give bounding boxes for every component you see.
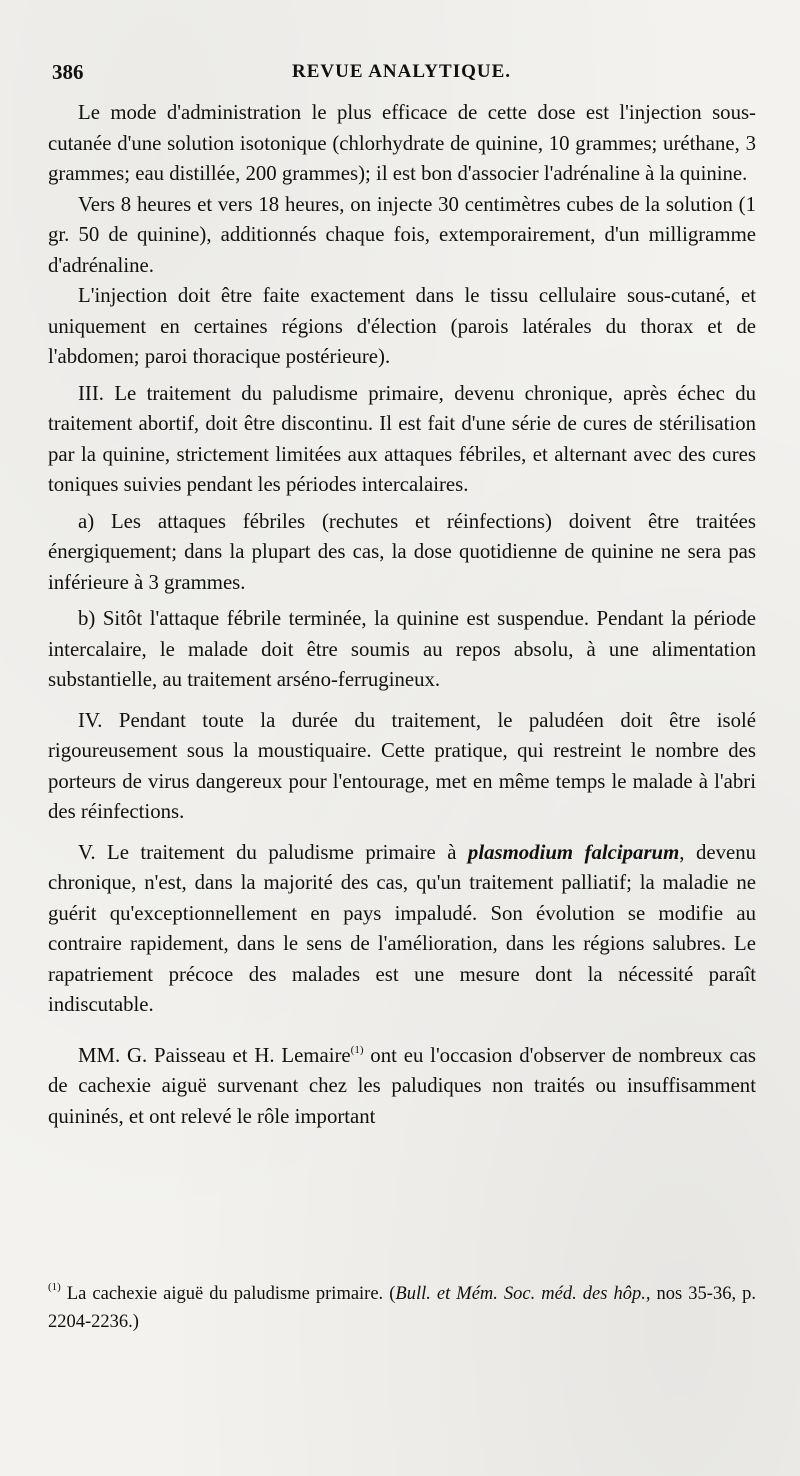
- page-header: [52, 60, 752, 86]
- section-v-rest: , devenu chronique, n'est, dans la majorité des cas, qu'un traitement palliatif; la maladie ne guérit qu'exceptionnellement en pays impaludé. Son évolution se modifie au contraire rapidement, dans le sens de l'amélioration, dans les régions salubres. Le rapatriement précoce des malades est une mesure dont la nécessité paraît indiscutable.: [48, 840, 757, 1016]
- section-v-lead: V. Le traitement du paludisme primaire à: [78, 840, 468, 864]
- authors-lead: MM. G. Paisseau et H. Lemaire: [78, 1043, 351, 1067]
- paragraph-section-iii: III. Le traitement du paludisme primaire, devenu chronique, après échec du traitement abortif, doit être discontinu. Il est fait d'une série de cures de stérilisation par la quinine, strictement limitées aux attaques fébriles, et alternant avec des cures toniques suivies pendant les périodes intercalaires.: [48, 381, 756, 496]
- section-v-species: plasmodium falciparum: [467, 840, 680, 864]
- footnote-lead: La cachexie aiguë du paludisme primaire. (: [60, 1284, 396, 1304]
- paragraph-item-b: b) Sitôt l'attaque fébrile terminée, la quinine est suspendue. Pendant la période intercalaire, le malade doit être soumis au repos absolu, à une alimentation substantielle, au traitement arséno-ferrugineux.: [48, 607, 756, 691]
- footnote-ref-marker: (1): [350, 1043, 364, 1056]
- paragraph-section-v: [48, 838, 756, 1021]
- footnote-rest: , nos 35-36, p. 2204-2236.): [48, 1284, 756, 1332]
- body-text: [48, 98, 756, 1132]
- footnote-source: Bull. et Mém. Soc. méd. des hôp.: [395, 1284, 646, 1304]
- footnote-marker: (1): [48, 1281, 61, 1293]
- paragraph-administration: Le mode d'administration le plus efficace de cette dose est l'injection sous-cutanée d'une solution isotonique (chlorhydrate de quinine, 10 grammes; uréthane, 3 grammes; eau distillée, 200 grammes); il est bon d'associer l'adrénaline à la quinine.: [48, 101, 756, 185]
- authors-rest: ont eu l'occasion d'observer de nombreux cas de cachexie aiguë survenant chez les paludiques non traités ou insuffisamment quininés, et ont relevé le rôle important: [48, 1043, 756, 1128]
- footnotes: [48, 1280, 756, 1336]
- page-number: 386: [52, 60, 84, 84]
- paragraph-paisseau-lemaire: [48, 1041, 756, 1133]
- paragraph-injection-site: L'injection doit être faite exactement dans le tissu cellulaire sous-cutané, et uniquement en certaines régions d'élection (parois latérales du thorax et de l'abdomen; paroi thoracique postérieure).: [48, 284, 756, 368]
- paragraph-injection-schedule: Vers 8 heures et vers 18 heures, on injecte 30 centimètres cubes de la solution (1 gr. 50 de quinine), additionnés chaque fois, extemporairement, d'un milligramme d'adrénaline.: [48, 192, 756, 277]
- paragraph-item-a: a) Les attaques fébriles (rechutes et réinfections) doivent être traitées énergiquement; dans la plupart des cas, la dose quotidienne de quinine ne sera pas inférieure à 3 grammes.: [48, 509, 756, 594]
- running-head: REVUE ANALYTIQUE.: [292, 61, 512, 82]
- footnote-1: [48, 1280, 756, 1336]
- paragraph-section-iv: IV. Pendant toute la durée du traitement, le paludéen doit être isolé rigoureusement sous la moustiquaire. Cette pratique, qui restreint le nombre des porteurs de virus dangereux pour l'entourage, met en même temps le malade à l'abri des réinfections.: [48, 708, 756, 823]
